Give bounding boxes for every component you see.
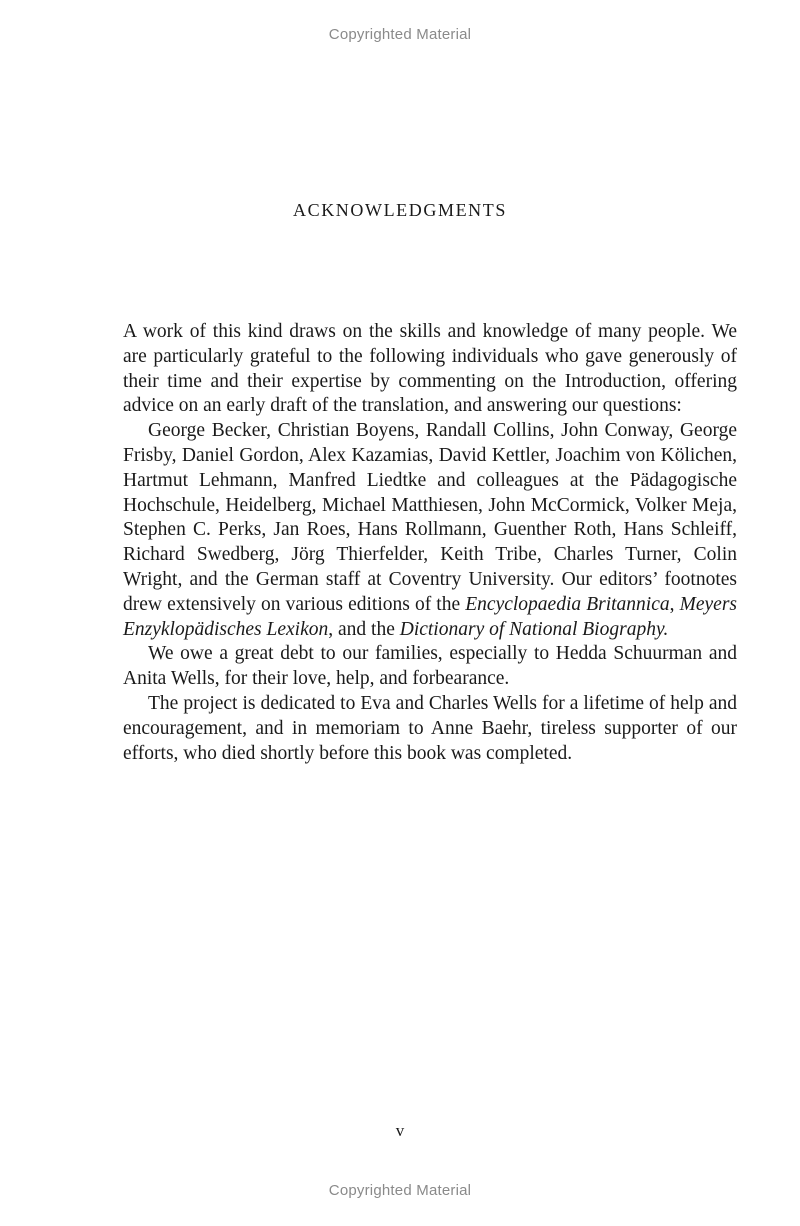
reference-title-meyers: Meyers Enzyklopädisches Lexikon bbox=[123, 593, 738, 640]
reference-title-britannica: Encyclopaedia Britannica bbox=[465, 593, 670, 615]
copyright-watermark-top: Copyrighted Material bbox=[328, 26, 472, 43]
names-paragraph bbox=[123, 419, 737, 642]
names-text: George Becker, Christian Boyens, Randall Collins, John Conway, George Frisby, Daniel Gordon, Alex Kazamias, David Kettler, Joachim von Kölichen, Hartmut Lehmann, Manfred Liedtke and colleagues at the Pädagogische Hochschule, Heidelberg, Michael Matthiesen, John McCormick, Volker Meja, Stephen C. Perks, Jan Roes, Hans Rollmann, Guenther Roth, Hans Schleiff, Richard Swedberg, Jörg Thierfelder, Keith Tribe, Charles Turner, Colin Wright, and the German staff at Coventry University. Our editors’ footnotes drew extensively on various editions of the bbox=[123, 420, 737, 615]
page-number: v bbox=[395, 1121, 405, 1140]
reference-title-dnb: Dictionary of National Biography. bbox=[399, 618, 669, 640]
acknowledgments-body bbox=[123, 320, 737, 766]
dedication-paragraph: The project is dedicated to Eva and Charles Wells for a lifetime of help and encouragement, and in memoriam to Anne Baehr, tireless supporter of our efforts, who died shortly before this book was completed. bbox=[123, 692, 737, 764]
intro-paragraph: A work of this kind draws on the skills and knowledge of many people. We are particularly grateful to the following individuals who gave generously of their time and their expertise by commenting on the Introduction, offering advice on an early draft of the translation, and answering our questions: bbox=[123, 321, 737, 417]
separator-text: , and the bbox=[328, 618, 400, 640]
copyright-watermark-bottom: Copyrighted Material bbox=[328, 1182, 472, 1199]
family-paragraph: We owe a great debt to our families, especially to Hedda Schuurman and Anita Wells, for their love, help, and forbearance. bbox=[123, 643, 737, 690]
page-title: ACKNOWLEDGMENTS bbox=[293, 200, 507, 220]
separator-text: , bbox=[669, 593, 680, 615]
